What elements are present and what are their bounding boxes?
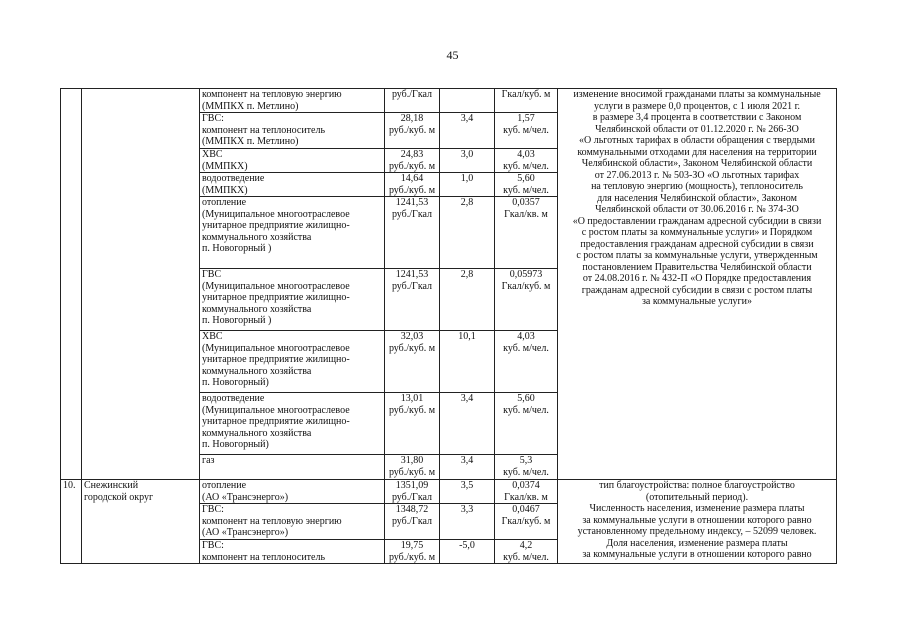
- text-line: компонент на теплоноситель: [202, 551, 326, 563]
- text-line: куб. м/чел.: [503, 124, 549, 136]
- text-line: 13,01: [400, 393, 424, 404]
- text-line: унитарное предприятие жилищно-: [202, 416, 350, 427]
- text-line: куб. м/чел.: [503, 404, 549, 416]
- text-line: руб./куб. м: [388, 551, 436, 563]
- text-line: с ростом платы за коммунальные услуги» и Порядком: [581, 227, 813, 238]
- text-line: куб. м/чел.: [503, 551, 549, 563]
- consumption-norm-cell: [495, 504, 558, 540]
- text-line: (АО «Трансэнерго»): [202, 491, 289, 503]
- municipality-cell: [82, 89, 200, 480]
- text-line: руб./куб. м: [388, 160, 436, 172]
- text-line: изменение вносимой гражданами платы за коммунальные: [573, 89, 821, 100]
- row-number: 10.: [63, 480, 76, 491]
- text-line: отопление: [202, 480, 247, 491]
- text-line: за коммунальные услуги в отношении которого равно: [582, 514, 812, 526]
- consumption-norm-cell: [495, 540, 558, 564]
- text-line: газ: [202, 455, 215, 466]
- text-line: коммунального хозяйства: [202, 365, 312, 377]
- text-line: 3,5: [460, 480, 474, 491]
- tariff-value-cell: [385, 455, 440, 480]
- text-line: Доля населения, изменение размера платы: [606, 537, 788, 549]
- text-line: (ММПКХ п. Метлино): [202, 100, 299, 112]
- text-line: 4,03: [517, 331, 535, 342]
- text-line: (отопительный период).: [645, 491, 749, 503]
- percent-change-cell: [440, 89, 495, 113]
- text-line: 5,3: [519, 455, 533, 466]
- text-line: (ММПКХ п. Метлино): [202, 136, 299, 147]
- text-line: за коммунальные услуги»: [641, 296, 753, 307]
- text-line: 2,8: [460, 197, 474, 208]
- tariff-value-cell: [385, 149, 440, 173]
- text-line: установленному предельному индексу, – 52099 человек.: [577, 526, 817, 537]
- service-cell: [200, 113, 385, 149]
- text-line: 5,60: [517, 393, 535, 404]
- percent-change-cell: [440, 393, 495, 455]
- text-line: куб. м/чел.: [503, 184, 549, 196]
- tariff-value-cell: [385, 89, 440, 113]
- text-line: 3,4: [460, 393, 474, 404]
- text-line: (ММПКХ): [202, 160, 248, 172]
- percent-change-cell: [440, 149, 495, 173]
- text-line: 0,0467: [512, 504, 540, 515]
- municipality-cell: [82, 480, 200, 564]
- service-cell: [200, 197, 385, 269]
- text-line: 19,75: [400, 540, 424, 551]
- text-line: Гкал/кв. м: [504, 208, 548, 220]
- text-line: компонент на теплоноситель: [202, 124, 326, 136]
- text-line: Численность населения, изменение размера платы: [589, 503, 805, 514]
- text-line: ГВС:: [202, 504, 224, 515]
- text-line: ГВС:: [202, 113, 224, 124]
- page-number: 45: [446, 48, 459, 62]
- text-line: унитарное предприятие жилищно-: [202, 354, 350, 365]
- tariff-value-cell: [385, 480, 440, 504]
- tariff-value-cell: [385, 504, 440, 540]
- tariff-value-cell: [385, 540, 440, 564]
- text-line: руб./куб. м: [388, 342, 436, 354]
- consumption-norm-cell: [495, 331, 558, 393]
- text-line: 14,64: [400, 173, 424, 184]
- text-line: за коммунальные услуги в отношении которого равно: [582, 549, 812, 560]
- tariff-value-cell: [385, 393, 440, 455]
- text-line: 3,3: [460, 504, 474, 515]
- consumption-norm-cell: [495, 197, 558, 269]
- text-line: 1348,72: [395, 504, 429, 515]
- text-line: куб. м/чел.: [503, 160, 549, 172]
- text-line: руб./Гкал: [391, 515, 433, 527]
- text-line: 1241,53: [395, 197, 429, 208]
- text-line: коммунальными отходами для населения на территории: [577, 146, 817, 158]
- text-line: п. Новогорный): [202, 377, 269, 388]
- text-line: ХВС: [202, 149, 223, 160]
- text-line: куб. м/чел.: [503, 466, 549, 478]
- text-line: 3,0: [460, 149, 474, 160]
- text-line: 4,03: [517, 149, 535, 160]
- text-line: 1,0: [460, 173, 474, 184]
- text-line: п. Новогорный ): [202, 243, 272, 254]
- text-line: руб./Гкал: [391, 208, 433, 220]
- text-line: ГВС: [202, 269, 222, 280]
- service-cell: [200, 173, 385, 197]
- text-line: Гкал/куб. м: [501, 89, 551, 100]
- text-line: -5,0: [459, 540, 475, 551]
- text-line: в размере 3,4 процента в соответствии с Законом: [592, 112, 802, 123]
- text-line: (ММПКХ): [202, 184, 248, 196]
- text-line: 28,18: [400, 113, 424, 124]
- tariff-value-cell: [385, 269, 440, 331]
- text-line: 3,4: [460, 113, 474, 124]
- text-line: 32,03: [400, 331, 424, 342]
- text-line: тип благоустройства: полное благоустройство: [599, 480, 795, 491]
- text-line: 1241,53: [395, 269, 429, 280]
- percent-change-cell: [440, 197, 495, 269]
- text-line: коммунального хозяйства: [202, 303, 312, 315]
- text-line: 1,57: [517, 113, 535, 124]
- text-line: куб. м/чел.: [503, 342, 549, 354]
- text-line: 0,0374: [512, 480, 540, 491]
- text-line: водоотведение: [202, 393, 265, 404]
- text-line: ГВС:: [202, 540, 224, 551]
- text-line: с ростом платы за коммунальные услуги, утвержденным: [576, 250, 818, 261]
- text-line: руб./Гкал: [391, 280, 433, 292]
- text-line: (Муниципальное многоотраслевое: [202, 404, 350, 416]
- service-cell: [200, 89, 385, 113]
- percent-change-cell: [440, 269, 495, 331]
- percent-change-cell: [440, 173, 495, 197]
- percent-change-cell: [440, 504, 495, 540]
- text-line: Гкал/кв. м: [504, 491, 548, 503]
- percent-change-cell: [440, 113, 495, 149]
- percent-change-cell: [440, 455, 495, 480]
- consumption-norm-cell: [495, 455, 558, 480]
- consumption-norm-cell: [495, 480, 558, 504]
- text-line: п. Новогорный): [202, 439, 269, 450]
- note-cell: [558, 480, 837, 564]
- text-line: 0,05973: [509, 269, 543, 280]
- text-line: Гкал/куб. м: [501, 280, 551, 292]
- text-line: 0,0357: [512, 197, 540, 208]
- consumption-norm-cell: [495, 149, 558, 173]
- text-line: Челябинской области от 30.06.2016 г. № 374-ЗО: [595, 204, 799, 215]
- service-cell: [200, 504, 385, 540]
- text-line: компонент на тепловую энергию: [202, 89, 342, 100]
- service-cell: [200, 455, 385, 480]
- text-line: руб./куб. м: [388, 466, 436, 478]
- tariff-value-cell: [385, 331, 440, 393]
- service-cell: [200, 393, 385, 455]
- text-line: от 24.08.2016 г. № 432-П «О Порядке предоставления: [582, 273, 812, 284]
- tariff-value-cell: [385, 113, 440, 149]
- tariff-table: [60, 88, 837, 564]
- text-line: 3,4: [460, 455, 474, 466]
- text-line: «О льготных тарифах в области обращения с твердыми: [578, 135, 815, 146]
- text-line: постановлением Правительства Челябинской области: [582, 261, 812, 273]
- percent-change-cell: [440, 480, 495, 504]
- text-line: унитарное предприятие жилищно-: [202, 292, 350, 303]
- text-line: услуги в размере 0,0 процентов, с 1 июля 2021 г.: [593, 100, 801, 112]
- text-line: предоставления гражданам адресной субсидии в связи: [580, 238, 814, 250]
- text-line: унитарное предприятие жилищно-: [202, 220, 350, 231]
- text-line: 4,2: [519, 540, 533, 551]
- service-cell: [200, 149, 385, 173]
- text-line: на тепловую энергию (мощность), теплоноситель: [591, 181, 803, 192]
- text-line: 24,83: [400, 149, 424, 160]
- text-line: ХВС: [202, 331, 223, 342]
- text-line: водоотведение: [202, 173, 265, 184]
- text-line: 1351,09: [395, 480, 429, 491]
- text-line: п. Новогорный ): [202, 315, 272, 326]
- row-number-cell: [61, 89, 82, 480]
- text-line: руб./куб. м: [388, 404, 436, 416]
- table-row: [61, 480, 837, 504]
- text-line: руб./Гкал: [391, 89, 433, 100]
- text-line: коммунального хозяйства: [202, 231, 312, 243]
- text-line: руб./куб. м: [388, 184, 436, 196]
- text-line: (Муниципальное многоотраслевое: [202, 342, 350, 354]
- text-line: 5,60: [517, 173, 535, 184]
- service-cell: [200, 540, 385, 564]
- text-line: Челябинской области», Законом Челябинской области: [581, 158, 813, 169]
- text-line: Челябинской области от 01.12.2020 г. № 266-ЗО: [595, 123, 799, 135]
- table-row: [61, 89, 837, 113]
- text-line: городской округ: [84, 491, 154, 503]
- consumption-norm-cell: [495, 113, 558, 149]
- text-line: отопление: [202, 197, 247, 208]
- service-cell: [200, 331, 385, 393]
- text-line: компонент на тепловую энергию: [202, 515, 342, 527]
- text-line: 2,8: [460, 269, 474, 280]
- text-line: (Муниципальное многоотраслевое: [202, 208, 350, 220]
- consumption-norm-cell: [495, 269, 558, 331]
- tariff-value-cell: [385, 197, 440, 269]
- text-line: коммунального хозяйства: [202, 427, 312, 439]
- text-line: Гкал/куб. м: [501, 515, 551, 527]
- service-cell: [200, 269, 385, 331]
- text-line: «О предоставлении гражданам адресной субсидии в связи: [572, 215, 822, 227]
- row-number-cell: [61, 480, 82, 564]
- tariff-value-cell: [385, 173, 440, 197]
- text-line: (Муниципальное многоотраслевое: [202, 280, 350, 292]
- text-line: гражданам адресной субсидии в связи с ростом платы: [581, 284, 813, 296]
- text-line: 31,80: [400, 455, 424, 466]
- percent-change-cell: [440, 331, 495, 393]
- service-cell: [200, 480, 385, 504]
- text-line: для населения Челябинской области», Законом: [597, 192, 797, 204]
- percent-change-cell: [440, 540, 495, 564]
- consumption-norm-cell: [495, 393, 558, 455]
- text-line: руб./Гкал: [391, 491, 433, 503]
- note-cell: [558, 89, 837, 480]
- text-line: Снежинский: [84, 480, 139, 491]
- text-line: руб./куб. м: [388, 124, 436, 136]
- text-line: от 27.06.2013 г. № 503-ЗО «О льготных тарифах: [594, 169, 800, 181]
- consumption-norm-cell: [495, 89, 558, 113]
- consumption-norm-cell: [495, 173, 558, 197]
- text-line: 10,1: [458, 331, 476, 342]
- text-line: (АО «Трансэнерго»): [202, 527, 289, 538]
